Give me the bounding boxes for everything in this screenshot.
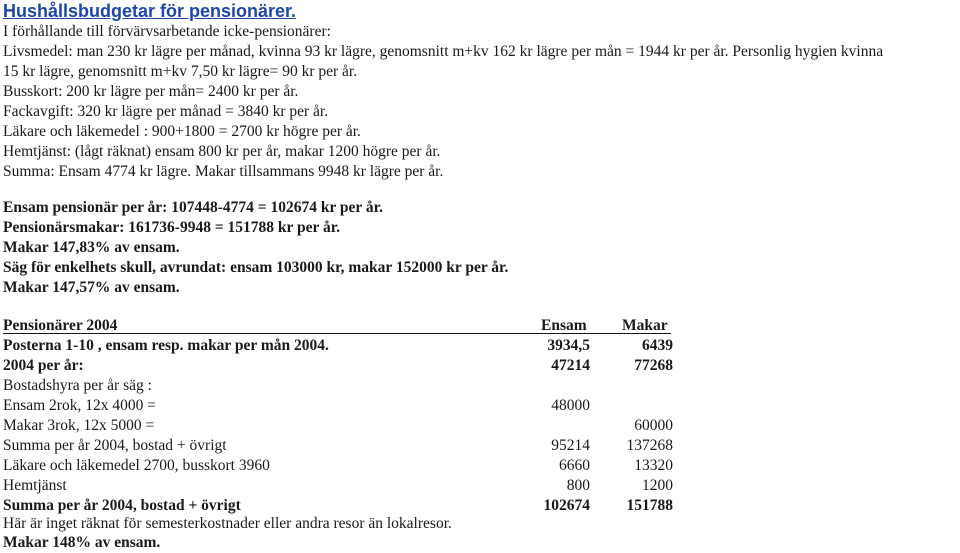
row-label: Summa per år 2004, bostad + övrigt (3, 497, 241, 514)
footer-line: Här är inget räknat för semesterkostnader eller andra resor än lokalresor. (3, 515, 452, 532)
footer-line: Makar 148% av ensam. (3, 534, 161, 551)
row-label: Hemtjänst (3, 477, 67, 494)
row-ensam: 3934,5 (547, 337, 590, 354)
page-title: Hushållsbudgetar för pensionärer. (3, 1, 297, 21)
summary-line: Säg för enkelhets skull, avrundat: ensam 103000 kr, makar 152000 kr per år. (3, 259, 509, 276)
summary-line: Makar 147,57% av ensam. (3, 279, 180, 296)
row-label: 2004 per år: (3, 357, 84, 374)
intro-line: Hemtjänst: (lågt räknat) ensam 800 kr per år, makar 1200 högre per år. (3, 143, 441, 160)
row-label: Posterna 1-10 , ensam resp. makar per mån 2004. (3, 337, 329, 354)
row-ensam: 95214 (551, 437, 590, 454)
row-makar: 137268 (626, 437, 673, 454)
row-ensam: 6660 (559, 457, 590, 474)
row-label: Läkare och läkemedel 2700, busskort 3960 (3, 457, 270, 474)
row-makar: 13320 (634, 457, 673, 474)
row-ensam: 47214 (551, 357, 590, 374)
row-label: Bostadshyra per år säg : (3, 377, 152, 394)
intro-line: Livsmedel: man 230 kr lägre per månad, kvinna 93 kr lägre, genomsnitt m+kv 162 kr lägre per mån = 1944 kr per år. Personlig hygien kvinna (3, 43, 884, 60)
intro-line: Fackavgift: 320 kr lägre per månad = 3840 kr per år. (3, 103, 329, 120)
row-makar: 77268 (634, 357, 673, 374)
intro-line: Läkare och läkemedel : 900+1800 = 2700 kr högre per år. (3, 123, 361, 140)
row-label: Ensam 2rok, 12x 4000 = (3, 397, 156, 414)
row-makar: 60000 (634, 417, 673, 434)
header-ensam: Ensam (541, 317, 587, 334)
row-ensam: 48000 (551, 397, 590, 414)
header-label: Pensionärer 2004 (3, 317, 118, 334)
intro-line: I förhållande till förvärvsarbetande icke-pensionärer: (3, 23, 331, 40)
header-makar: Makar (622, 317, 668, 334)
summary-line: Pensionärsmakar: 161736-9948 = 151788 kr per år. (3, 219, 341, 236)
row-ensam: 800 (566, 477, 590, 494)
summary-line: Makar 147,83% av ensam. (3, 239, 180, 256)
summary-line: Ensam pensionär per år: 107448-4774 = 102674 kr per år. (3, 199, 383, 216)
row-ensam: 102674 (543, 497, 590, 514)
intro-line: Summa: Ensam 4774 kr lägre. Makar tillsammans 9948 kr lägre per år. (3, 163, 444, 180)
header-underline (3, 333, 671, 334)
intro-line: Busskort: 200 kr lägre per mån= 2400 kr per år. (3, 83, 299, 100)
row-makar: 151788 (626, 497, 673, 514)
row-makar: 6439 (642, 337, 673, 354)
row-makar: 1200 (642, 477, 673, 494)
row-label: Summa per år 2004, bostad + övrigt (3, 437, 227, 454)
intro-line: 15 kr lägre, genomsnitt m+kv 7,50 kr lägre= 90 kr per år. (3, 63, 358, 80)
row-label: Makar 3rok, 12x 5000 = (3, 417, 155, 434)
